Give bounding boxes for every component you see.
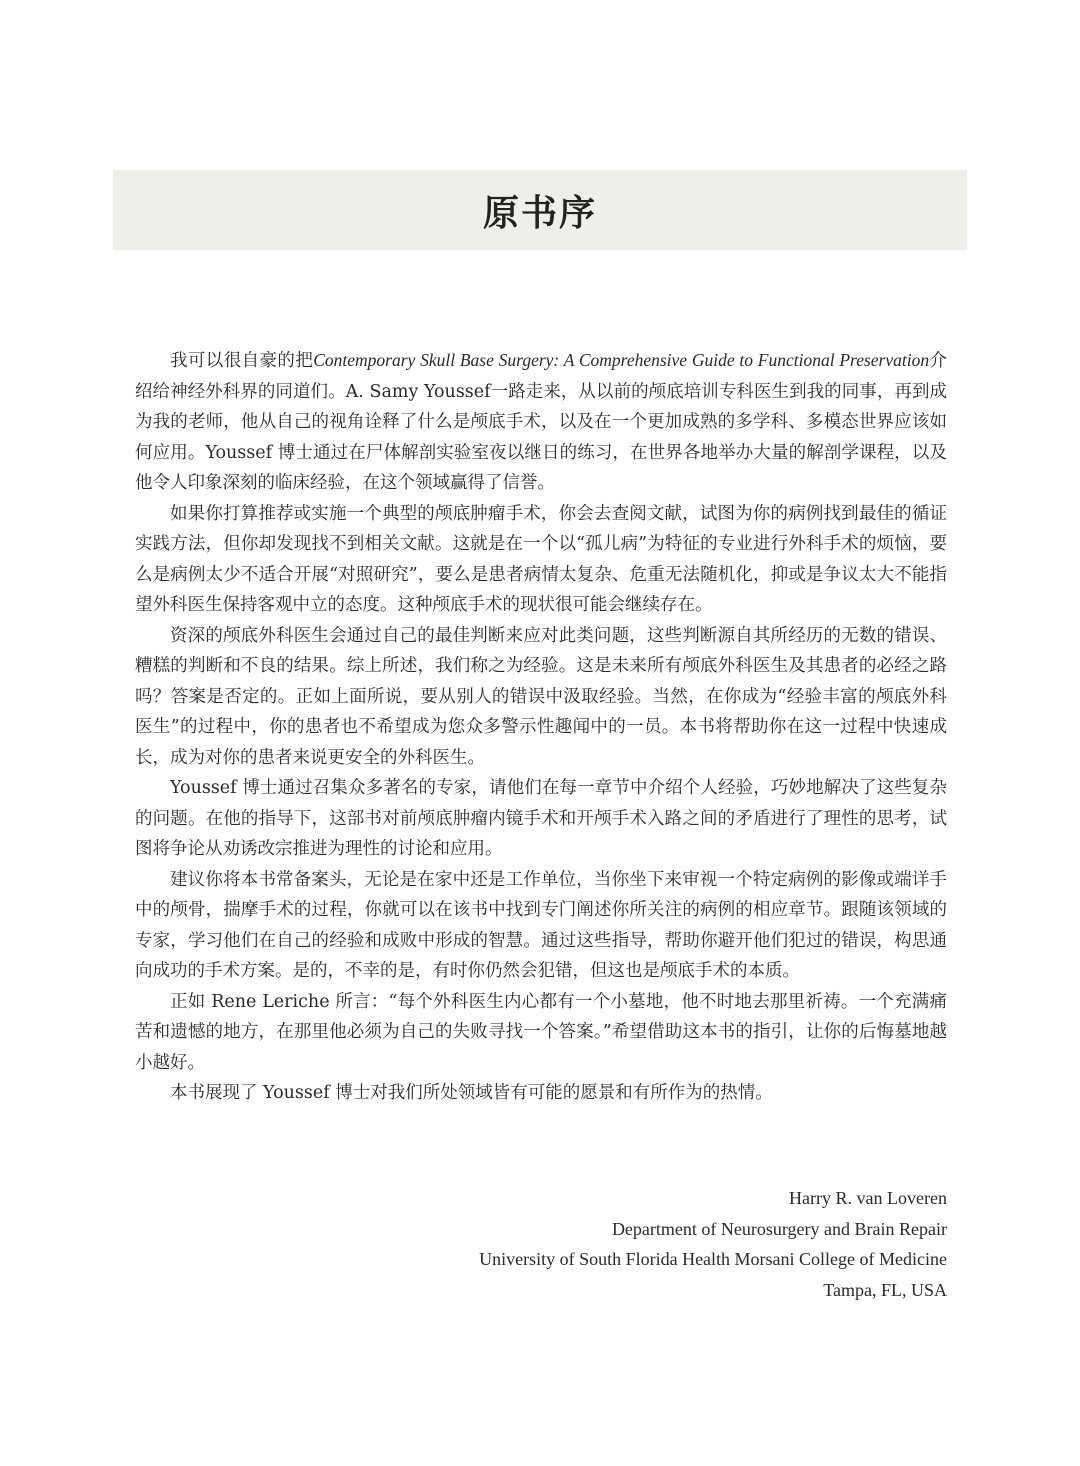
signature-institution: University of South Florida Health Morsani College of Medicine (479, 1249, 947, 1269)
paragraph-3: 资深的颅底外科医生会通过自己的最佳判断来应对此类问题，这些判断源自其所经历的无数的错误、糟糕的判断和不良的结果。综上所述，我们称之为经验。这是未来所有颅底外科医生及其患者的必经之路吗？答案是否定的。正如上面所说，要从别人的错误中汲取经验。当然，在你成为“经验丰富的颅底外科医生”的过程中，你的患者也不希望成为您众多警示性趣闻中的一员。本书将帮助你在这一过程中快速成长，成为对你的患者来说更安全的外科医生。 (135, 625, 947, 768)
title-banner (113, 170, 967, 250)
signature-block (479, 1183, 947, 1305)
signature-name: Harry R. van Loveren (789, 1188, 947, 1208)
paragraph-1 (135, 345, 947, 499)
paragraph-4: Youssef 博士通过召集众多著名的专家，请他们在每一章节中介绍个人经验，巧妙地解决了这些复杂的问题。在他的指导下，这部书对前颅底肿瘤内镜手术和开颅手术入路之间的矛盾进行了理性的思考，试图将争论从劝诱改宗推进为理性的讨论和应用。 (135, 778, 947, 859)
paragraph-5: 建议你将本书常备案头，无论是在家中还是工作单位，当你坐下来审视一个特定病例的影像或端详手中的颅骨，揣摩手术的过程，你就可以在该书中找到专门阐述你所关注的病例的相应章节。跟随该领域的专家，学习他们在自己的经验和成败中形成的智慧。通过这些指导，帮助你避开他们犯过的错误，构思通向成功的手术方案。是的，不幸的是，有时你仍然会犯错，但这也是颅底手术的本质。 (135, 869, 947, 981)
paragraph-2: 如果你打算推荐或实施一个典型的颅底肿瘤手术，你会去查阅文献，试图为你的病例找到最佳的循证实践方法，但你却发现找不到相关文献。这就是在一个以“孤儿病”为特征的专业进行外科手术的烦恼，要么是病例太少不适合开展“对照研究”，要么是患者病情太复杂、危重无法随机化，抑或是争议太大不能指望外科医生保持客观中立的态度。这种颅底手术的现状很可能会继续存在。 (135, 503, 947, 615)
page-title: 原书序 (482, 191, 597, 234)
paragraph-1-pre: 我可以很自豪的把 (170, 351, 314, 371)
paragraph-7: 本书展现了 Youssef 博士对我们所处领域皆有可能的愿景和有所作为的热情。 (170, 1083, 773, 1103)
preface-body (135, 345, 947, 1109)
paragraph-6: 正如 Rene Leriche 所言：“每个外科医生内心都有一个小墓地，他不时地去那里祈祷。一个充满痛苦和遗憾的地方，在那里他必须为自己的失败寻找一个答案。”希望借助这本书的指引，让你的后悔墓地越小越好。 (135, 991, 947, 1073)
paragraph-1-post: 介绍给神经外科界的同道们。A. Samy Youssef一路走来，从以前的颅底培训专科医生到我的同事，再到成为我的老师，他从自己的视角诠释了什么是颅底手术，以及在一个更加成熟的多学科、多模态世界应该如何应用。Youssef 博士通过在尸体解剖实验室夜以继日的练习，在世界各地举办大量的解剖学课程，以及他令人印象深刻的临床经验，在这个领域赢得了信誉。 (135, 351, 948, 493)
signature-department: Department of Neurosurgery and Brain Repair (611, 1218, 947, 1239)
book-title: Contemporary Skull Base Surgery: A Comprehensive Guide to Functional Preservation (313, 350, 930, 370)
signature-location: Tampa, FL, USA (823, 1279, 947, 1300)
